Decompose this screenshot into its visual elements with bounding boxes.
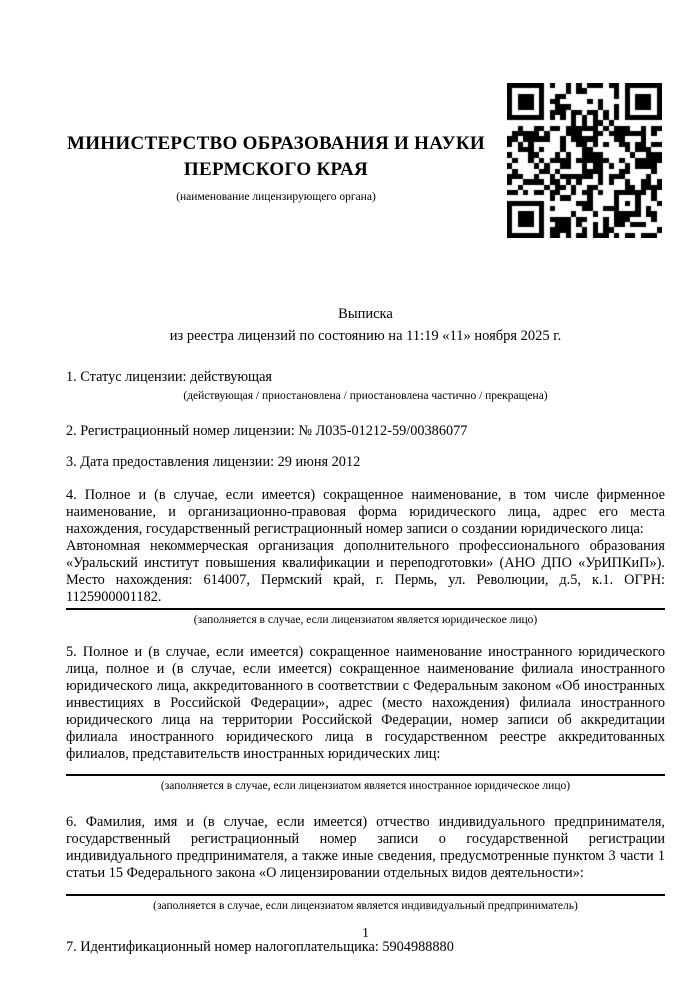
ministry-name-line2: ПЕРМСКОГО КРАЯ <box>183 159 369 180</box>
legal-entity-label: 4. Полное и (в случае, если имеется) сокращенное наименование, в том числе фирменное наименование, и организационно-правовая форма юридического лица, адрес его места нахождения, государственный регистрационный номер записи о создании юридического лица: <box>66 487 665 537</box>
ministry-name-line1: МИНИСТЕРСТВО ОБРАЗОВАНИЯ И НАУКИ <box>66 133 486 154</box>
foreign-entity-label: 5. Полное и (в случае, если имеется) сокращенное наименование иностранного юридического лица, полное и (в случае, если имеется) сокращенное наименование филиала иностранного юридического лица, аккредитованного в соответствии с Федеральным законом «Об иностранных инвестициях в Российской Федерации», адрес (место нахождения) филиала иностранного юридического лица на территории Российской Федерации, номер записи об аккредитации филиала иностранного юридического лица в государственном реестре аккредитованных филиалов, представительств иностранных юридических лиц: <box>66 644 665 762</box>
license-date-text: 3. Дата предоставления лицензии: 29 июня 2012 <box>66 454 361 470</box>
registration-number-text: 2. Регистрационный номер лицензии: № Л035-01212-59/00386077 <box>66 423 468 439</box>
fill-in-line <box>66 894 665 896</box>
item-license-status <box>66 369 665 403</box>
licensing-authority-header <box>66 131 486 204</box>
taxpayer-number-text: 7. Идентификационный номер налогоплательщика: 5904988880 <box>66 939 454 955</box>
document-title-line2: из реестра лицензий по состоянию на 11:19 «11» ноября 2025 г. <box>169 328 562 344</box>
foreign-entity-caption: (заполняется в случае, если лицензиатом является иностранное юридическое лицо) <box>160 780 571 792</box>
legal-entity-caption: (заполняется в случае, если лицензиатом является юридическое лицо) <box>193 614 538 626</box>
individual-entrepreneur-label: 6. Фамилия, имя и (в случае, если имеется) отчество индивидуального предпринимателя, государственный регистрационный номер записи о государственной регистрации индивидуального предпринимателя, а также иные сведения, предусмотренные пунктом 3 части 1 статьи 15 Федерального закона «О лицензировании отдельных видов деятельности»: <box>66 814 665 881</box>
item-license-date <box>66 454 665 471</box>
item-individual-entrepreneur <box>66 814 665 913</box>
qr-code-icon <box>507 83 662 238</box>
page-number: 1 <box>362 926 369 941</box>
item-foreign-entity <box>66 644 665 793</box>
fill-in-line <box>66 774 665 776</box>
item-legal-entity <box>66 487 665 627</box>
individual-entrepreneur-caption: (заполняется в случае, если лицензиатом является индивидуальный предприниматель) <box>153 900 578 912</box>
license-status-options-caption: (действующая / приостановлена / приостановлена частично / прекращена) <box>183 390 548 402</box>
document-title-line1: Выписка <box>338 306 393 322</box>
license-status-text: 1. Статус лицензии: действующая <box>66 369 272 385</box>
legal-entity-value: Автономная некоммерческая организация дополнительного профессионального образования «Уральский институт повышения квалификации и переподготовки» (АНО ДПО «УрИПКиП»). Место нахождения: 614007, Пермский край, г. Пермь, ул. Революции, д.5, к.1. ОГРН: 1125900001182. <box>66 538 665 610</box>
document-title <box>66 303 665 347</box>
item-registration-number <box>66 423 665 440</box>
licensing-authority-caption: (наименование лицензирующего органа) <box>176 191 376 203</box>
